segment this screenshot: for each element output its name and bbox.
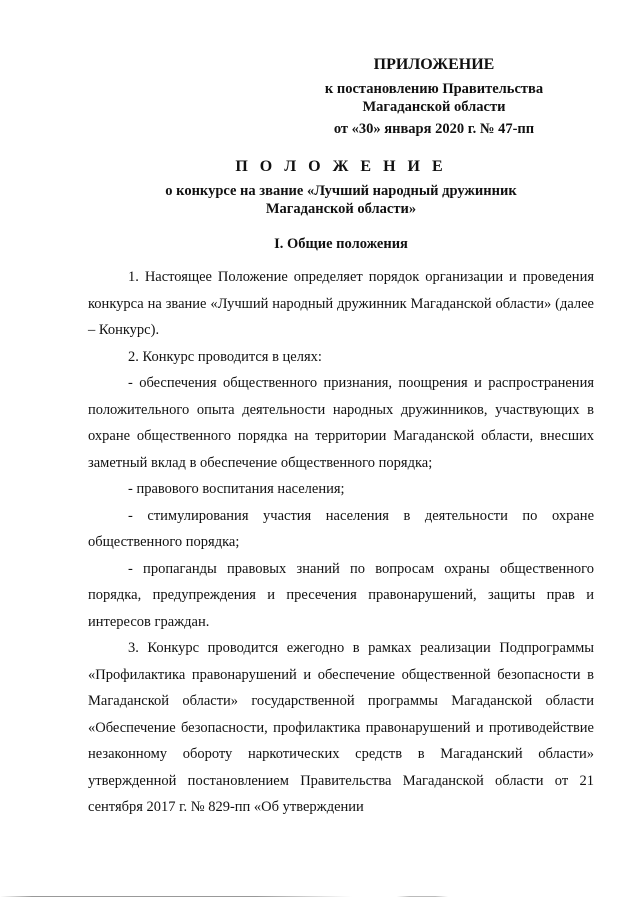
scan-bottom-edge — [0, 896, 640, 897]
document-body — [88, 264, 594, 821]
appendix-line-2: Магаданской области — [362, 99, 506, 115]
paragraph-3: - обеспечения общественного признания, поощрения и распространения положительного опыта деятельности народных дружинников, участвующих в охране общественного порядка на территории Магаданской области, внесших заметный вклад в обеспечение общественного порядка; — [88, 375, 594, 471]
paragraph-1: 1. Настоящее Положение определяет порядок организации и проведения конкурса на звание «Лучший народный дружинник Магаданской области» (далее – Конкурс). — [88, 269, 594, 338]
document-subtitle — [88, 182, 594, 218]
appendix-title: ПРИЛОЖЕНИЕ — [373, 56, 495, 73]
paragraph-5: - стимулирования участия населения в деятельности по охране общественного порядка; — [88, 507, 594, 550]
subtitle-line-1: о конкурсе на звание «Лучший народный дружинник — [165, 183, 517, 199]
subtitle-line-2: Магаданской области» — [265, 201, 417, 217]
section-heading: I. Общие положения — [274, 236, 408, 252]
paragraph-6: - пропаганды правовых знаний по вопросам охраны общественного порядка, предупреждения и пресечения правонарушений, защиты прав и интересов граждан. — [88, 560, 594, 630]
paragraph-2: 2. Конкурс проводится в целях: — [128, 348, 322, 365]
paragraph-7: 3. Конкурс проводится ежегодно в рамках реализации Подпрограммы «Профилактика правонарушений и обеспечение общественной безопасности в Магаданской области» государственной программы Магаданской области «Обеспечение безопасности, профилактика правонарушений и противодействие незаконному обороту наркотических средств в Магаданский области» утвержденной постановлением Правительства Магаданской области от 21 сентября 2017 г. № 829-пп «Об утверждении — [88, 640, 594, 815]
appendix-line-1: к постановлению Правительства — [324, 81, 544, 97]
document-title: П О Л О Ж Е Н И Е — [235, 158, 447, 175]
paragraph-4: - правового воспитания населения; — [128, 481, 345, 497]
appendix-date: от «30» января 2020 г. № 47-пп — [333, 121, 535, 137]
appendix-block — [294, 56, 574, 138]
